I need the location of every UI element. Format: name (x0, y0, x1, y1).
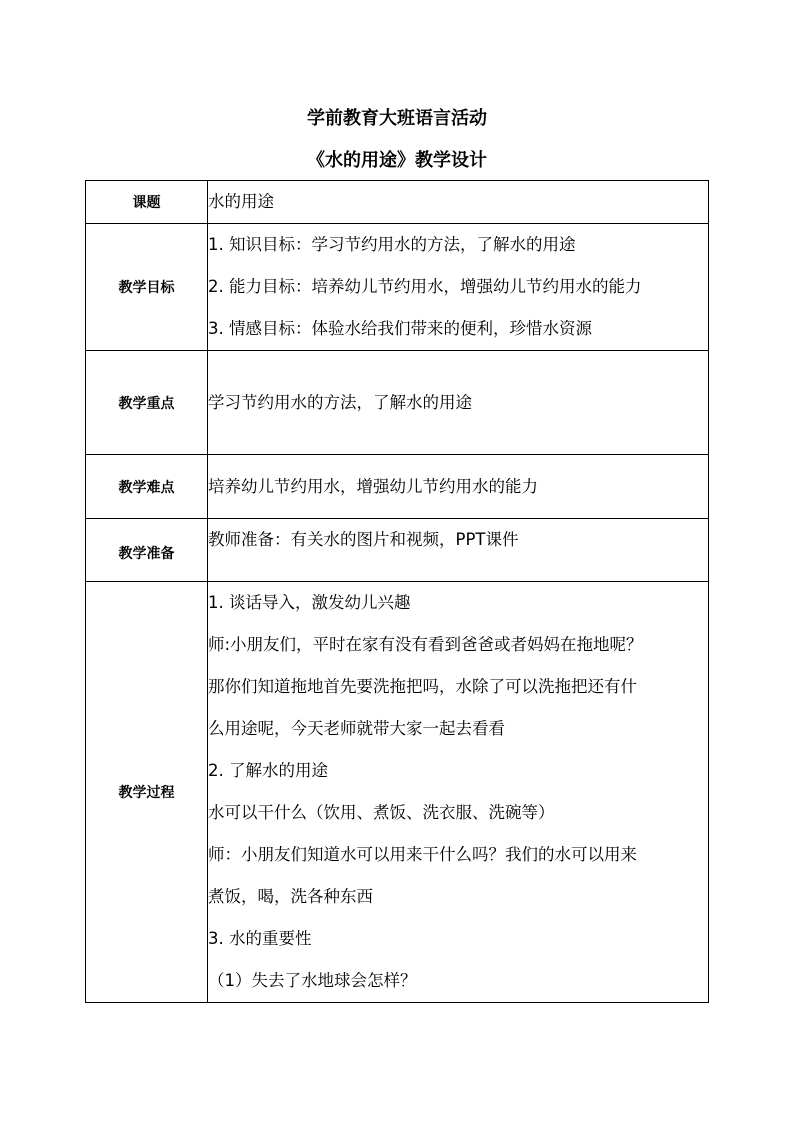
objective-line: 1. 知识目标：学习节约用水的方法，了解水的用途 (208, 235, 576, 254)
process-line: 师：小朋友们知道水可以用来干什么吗？我们的水可以用来 (208, 845, 637, 864)
difficulties-cell (208, 455, 709, 519)
objective-line: 2. 能力目标：培养幼儿节约用水，增强幼儿节约用水的能力 (208, 277, 642, 296)
process-label: 教学过程 (86, 582, 208, 1003)
topic-text: 水的用途 (208, 192, 274, 211)
table-row-process (86, 582, 709, 1003)
objectives-cell (208, 224, 709, 351)
key-points-cell (208, 351, 709, 455)
topic-label: 课题 (86, 181, 208, 224)
preparation-text: 教师准备：有关水的图片和视频，PPT课件 (208, 530, 519, 549)
table-row-preparation (86, 519, 709, 582)
objectives-label: 教学目标 (86, 224, 208, 351)
difficulties-text: 培养幼儿节约用水，增强幼儿节约用水的能力 (208, 476, 538, 496)
process-line: （1）失去了水地球会怎样？ (208, 971, 417, 990)
preparation-cell (208, 519, 709, 582)
process-line: 3. 水的重要性 (208, 929, 312, 948)
table-row-key-points (86, 351, 709, 455)
key-points-text: 学习节约用水的方法，了解水的用途 (208, 392, 472, 412)
table-row-difficulties (86, 455, 709, 519)
process-line: 1. 谈话导入，激发幼儿兴趣 (208, 593, 411, 612)
document-title: 学前教育大班语言活动 (307, 108, 487, 129)
process-line: 煮饭，喝，洗各种东西 (208, 887, 373, 906)
preparation-label: 教学准备 (86, 519, 208, 582)
table-row-topic (86, 181, 709, 224)
key-points-label: 教学重点 (86, 351, 208, 455)
objective-line: 3. 情感目标：体验水给我们带来的便利，珍惜水资源 (208, 319, 592, 338)
lesson-plan-table (85, 180, 709, 1003)
document-subtitle: 《水的用途》教学设计 (307, 150, 487, 171)
process-line: 水可以干什么（饮用、煮饭、洗衣服、洗碗等） (208, 803, 555, 822)
process-line: 么用途呢，今天老师就带大家一起去看看 (208, 719, 505, 738)
process-line: 师:小朋友们，平时在家有没有看到爸爸或者妈妈在拖地呢？ (208, 635, 643, 654)
process-line: 2. 了解水的用途 (208, 761, 328, 780)
process-cell (208, 582, 709, 1003)
difficulties-label: 教学难点 (86, 455, 208, 519)
topic-value (208, 181, 709, 224)
process-line: 那你们知道拖地首先要洗拖把吗，水除了可以洗拖把还有什 (208, 677, 637, 696)
table-row-objectives (86, 224, 709, 351)
